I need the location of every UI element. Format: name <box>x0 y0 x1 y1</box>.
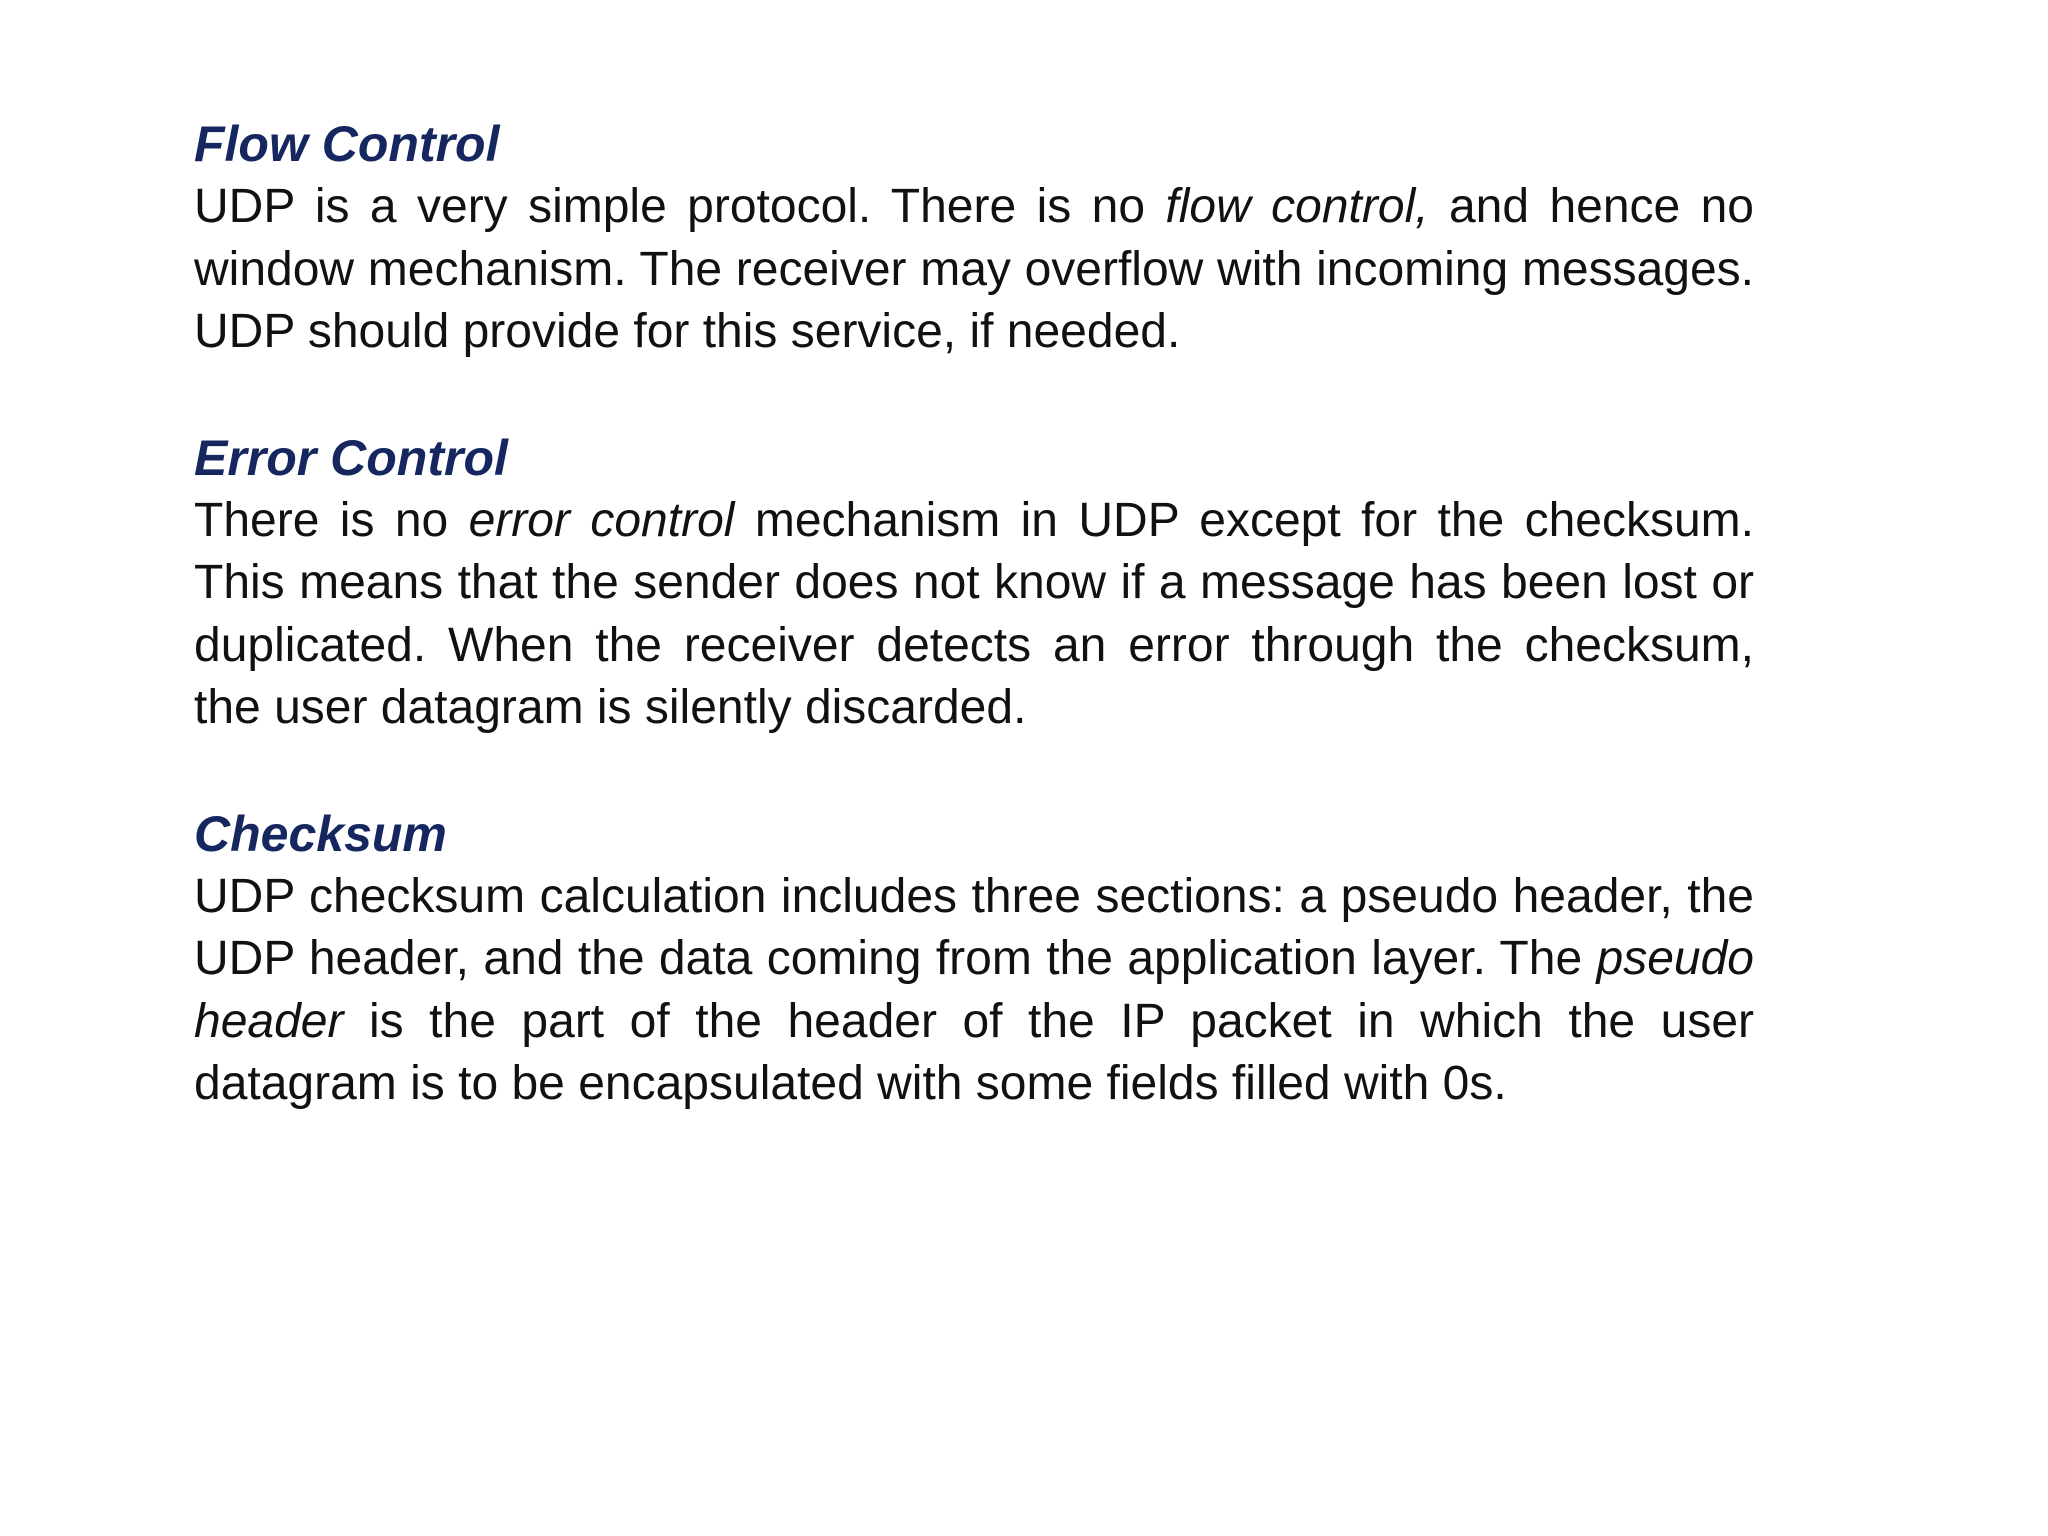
section-heading-flow-control: Flow Control <box>194 116 500 172</box>
body-text-run: and hence no window mechanism. The receiver may overflow with incoming messages. UDP should provide for this service, if needed. <box>194 180 1755 358</box>
body-italic-term: pseudo header <box>194 932 1754 1048</box>
section-body-error-control <box>194 490 1754 740</box>
body-italic-term: flow control, <box>1165 180 1429 233</box>
section-error-control <box>194 426 1754 740</box>
body-text-run: UDP checksum calculation includes three sections: a pseudo header, the UDP header, and the data coming from the application layer. The <box>194 869 1754 985</box>
body-text-run: mechanism in UDP except for the checksum. This means that the sender does not know if a message has been lost or duplicated. When the receiver detects an error through the checksum, the user datagram is silently discarded. <box>194 493 1755 734</box>
slide-content <box>194 112 1754 1178</box>
section-body-checksum <box>194 866 1754 1116</box>
section-heading-checksum: Checksum <box>194 805 447 862</box>
section-checksum <box>194 802 1754 1116</box>
section-heading-error-control: Error Control <box>194 429 508 486</box>
body-text-run: There is no <box>194 493 469 547</box>
section-flow-control <box>194 112 1754 364</box>
body-italic-term: error control <box>468 493 735 547</box>
section-body-flow-control <box>194 176 1754 364</box>
body-text-run: UDP is a very simple protocol. There is no <box>194 180 1166 233</box>
body-text-run: is the part of the header of the IP packet in which the user datagram is to be encapsulated with some fields filled with 0s. <box>194 994 1754 1110</box>
